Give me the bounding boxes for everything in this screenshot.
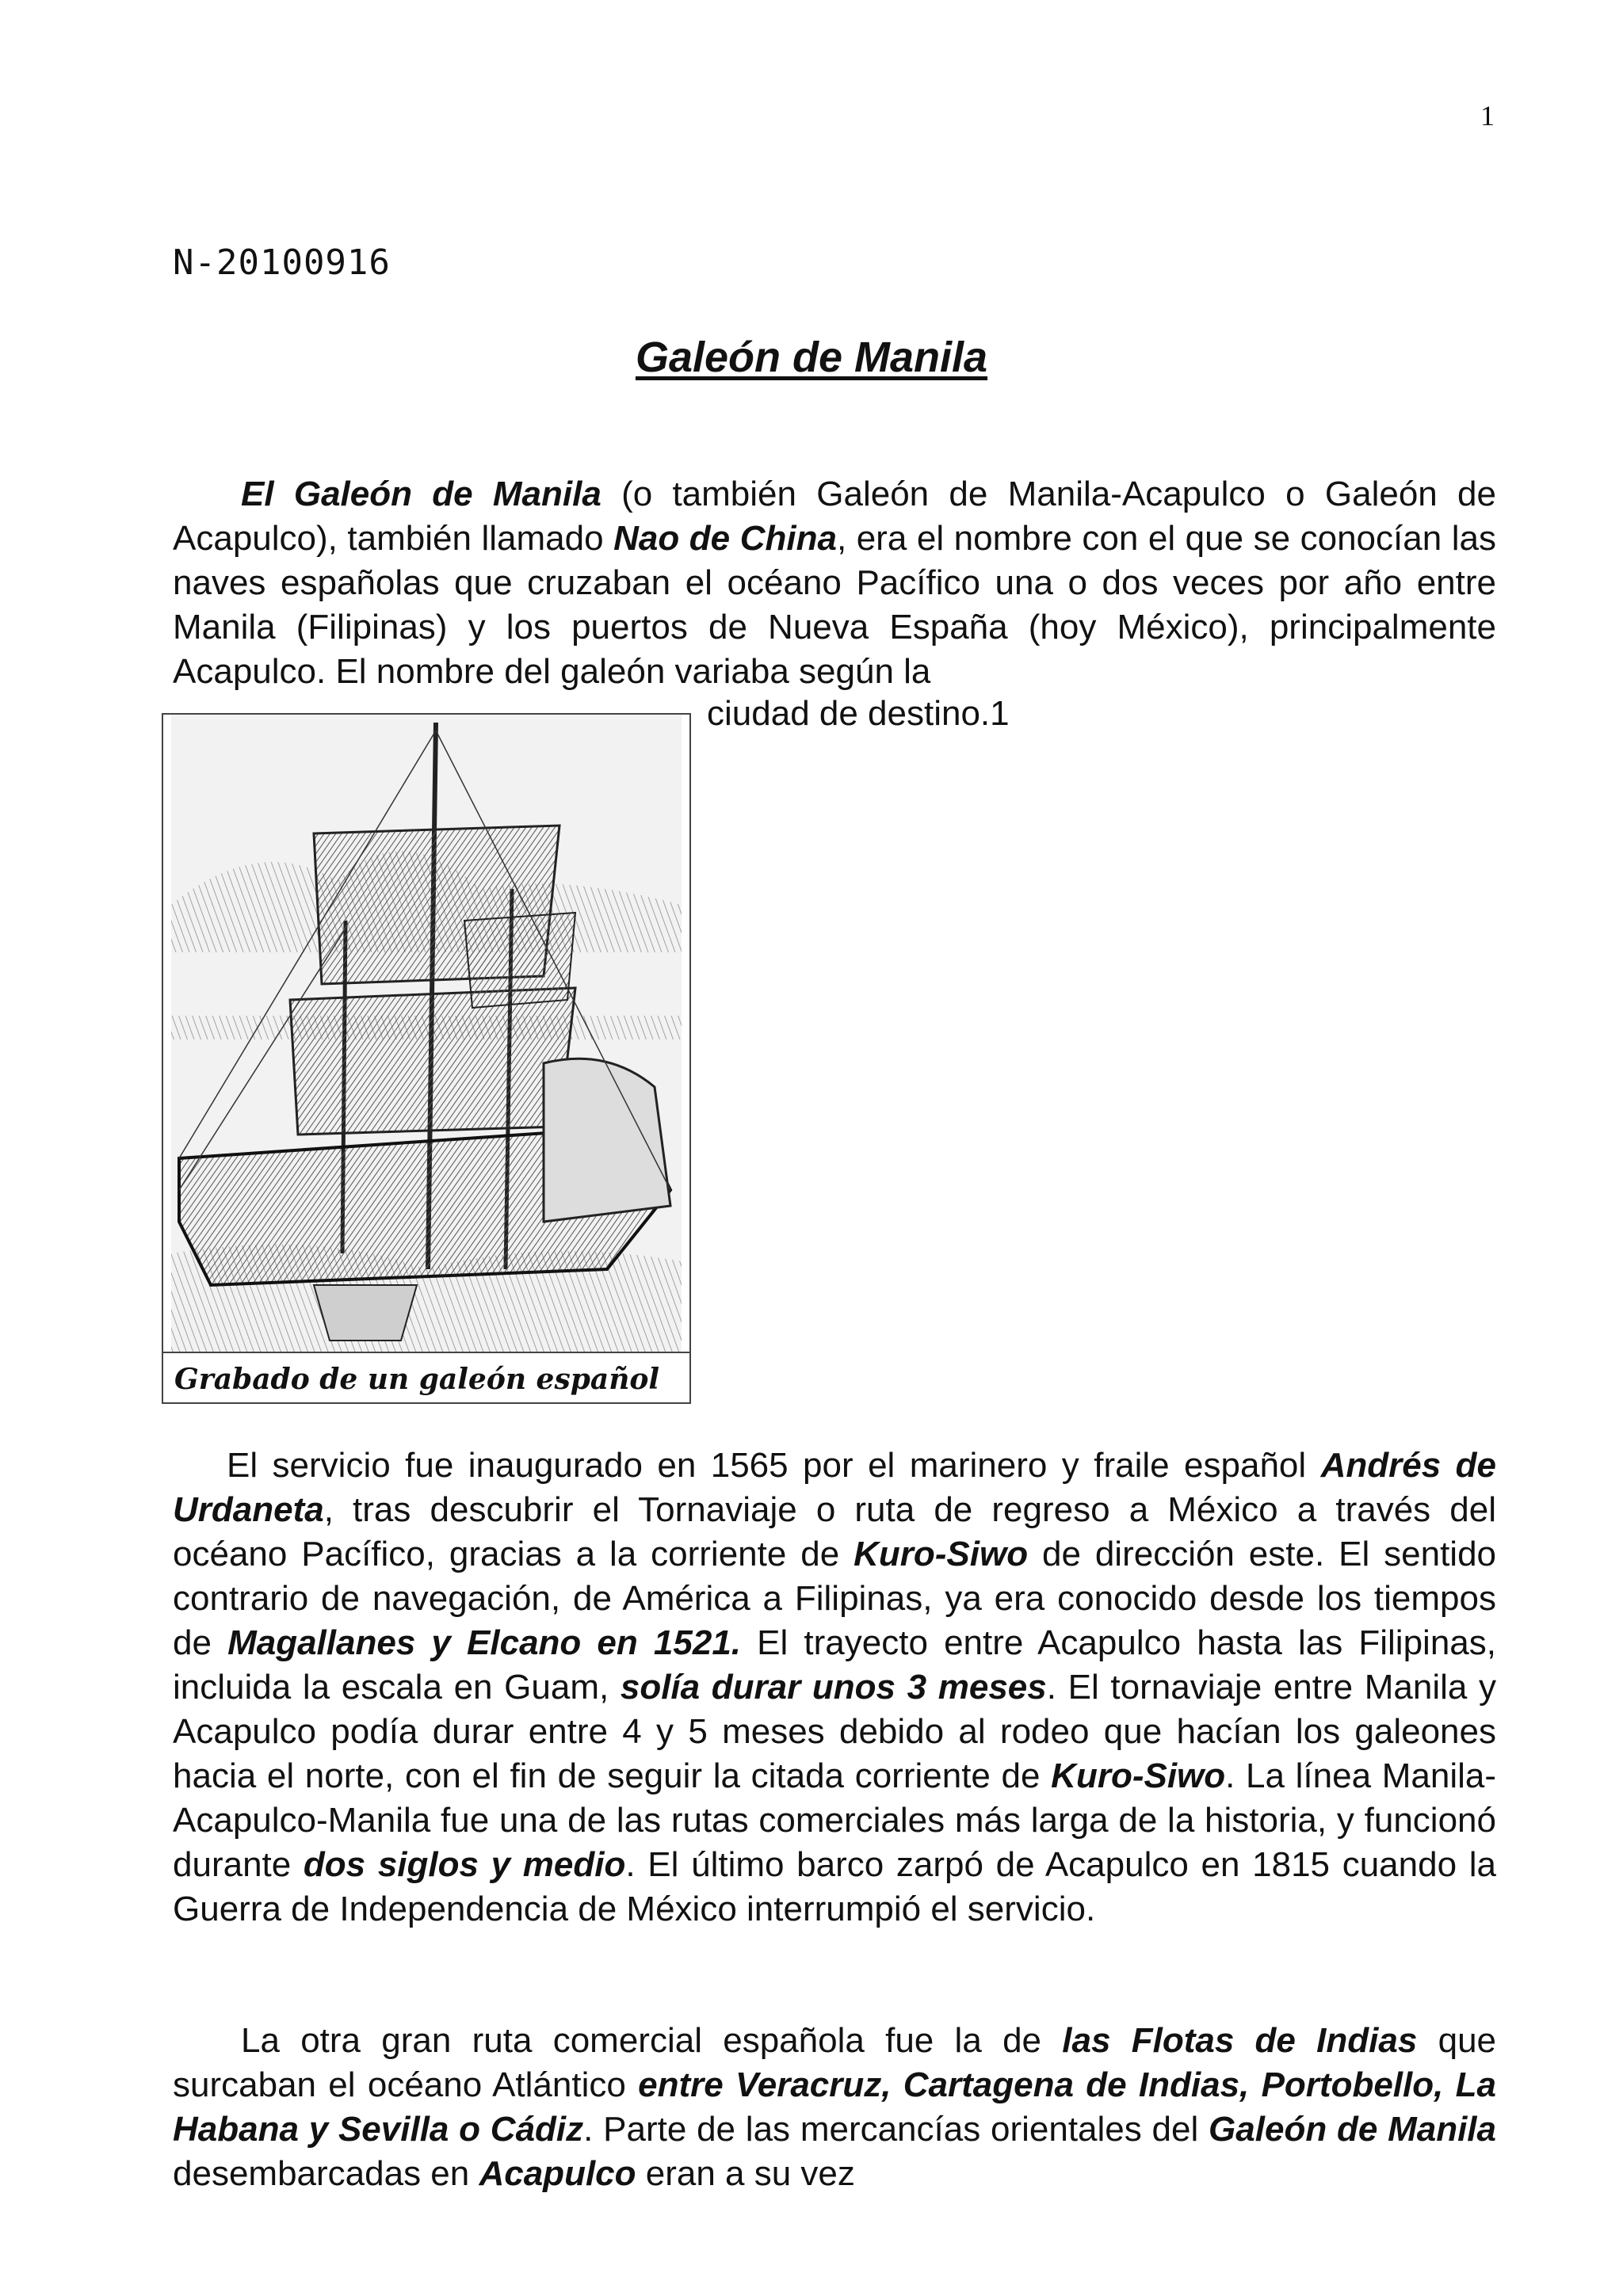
text-span: El trayecto entre Acapulco hasta las Filipinas, incluida la escala en Guam,	[173, 1623, 1496, 1707]
term-puertos: entre Veracruz, Cartagena de Indias, Portobello, La Habana y Sevilla o Cádiz	[173, 2065, 1496, 2149]
page-number: 1	[1480, 100, 1495, 132]
text-span: . El tornaviaje entre Manila y Acapulco podía durar entre 4 y 5 meses debido al rodeo que hacían los galeones hacia el norte, con el fin de seguir la citada corriente de	[173, 1668, 1497, 1795]
figure-caption	[163, 1352, 689, 1402]
galleon-engraving-icon	[163, 715, 689, 1353]
term-nao-de-china: Nao de China	[613, 519, 837, 558]
paragraph-service	[173, 1444, 1496, 1932]
page-title: Galeón de Manila	[635, 334, 988, 381]
text-span: , tras descubrir el Tornaviaje o ruta de regreso a México a través del océano Pacífico, gracias a la corriente de	[173, 1490, 1496, 1573]
text-span: El servicio fue inaugurado en 1565 por el marinero y fraile español	[227, 1446, 1321, 1485]
term-dos-siglos: dos siglos y medio	[303, 1845, 626, 1884]
figure-galleon	[162, 713, 691, 1404]
text-span: eran a su vez	[636, 2154, 855, 2193]
text-span: . La línea Manila-Acapulco-Manila fue una de las rutas comerciales más larga de la historia, y funcionó durante	[173, 1756, 1496, 1884]
caption-text: Grabado de un galeón español	[174, 1363, 660, 1396]
term-duracion: solía durar unos 3 meses	[620, 1668, 1047, 1707]
text-span: de dirección este. El sentido contrario de navegación, de América a Filipinas, ya era conocido desde los tiempos de	[173, 1535, 1497, 1662]
term-galeon-de-manila-2: Galeón de Manila	[1209, 2110, 1496, 2149]
text-span: La otra gran ruta comercial española fue la de	[241, 2021, 1063, 2060]
paragraph-intro	[173, 472, 1496, 694]
term-flotas-de-indias: las Flotas de Indias	[1062, 2021, 1418, 2060]
paragraph-intro-tail: ciudad de destino.1	[707, 694, 1010, 733]
document-code: N-20100916	[173, 242, 391, 283]
text-span: desembarcadas en	[173, 2154, 479, 2193]
term-magallanes-elcano: Magallanes y Elcano en 1521.	[227, 1623, 742, 1662]
text-span: . Parte de las mercancías orientales del	[583, 2110, 1209, 2149]
text-span: , era el nombre con el que se conocían las naves españolas que cruzaban el océano Pacífico una o dos veces por año entre Manila (Filipinas) y los puertos de Nueva España (hoy México), principalmente Acapulco. El nombre del galeón variaba según la	[173, 519, 1496, 691]
term-andres-de-urdaneta: Andrés de Urdaneta	[173, 1446, 1496, 1529]
term-kuro-siwo: Kuro-Siwo	[854, 1535, 1029, 1573]
term-galeon-de-manila: El Galeón de Manila	[241, 475, 601, 513]
text-span: (o también Galeón de Manila-Acapulco o Galeón de Acapulco), también llamado	[173, 475, 1496, 558]
term-acapulco: Acapulco	[479, 2154, 636, 2193]
paragraph-flotas	[173, 2019, 1496, 2196]
term-kuro-siwo-2: Kuro-Siwo	[1051, 1756, 1226, 1795]
text-span: que surcaban el océano Atlántico	[173, 2021, 1497, 2104]
text-span: . El último barco zarpó de Acapulco en 1815 cuando la Guerra de Independencia de México interrumpió el servicio.	[173, 1845, 1496, 1928]
